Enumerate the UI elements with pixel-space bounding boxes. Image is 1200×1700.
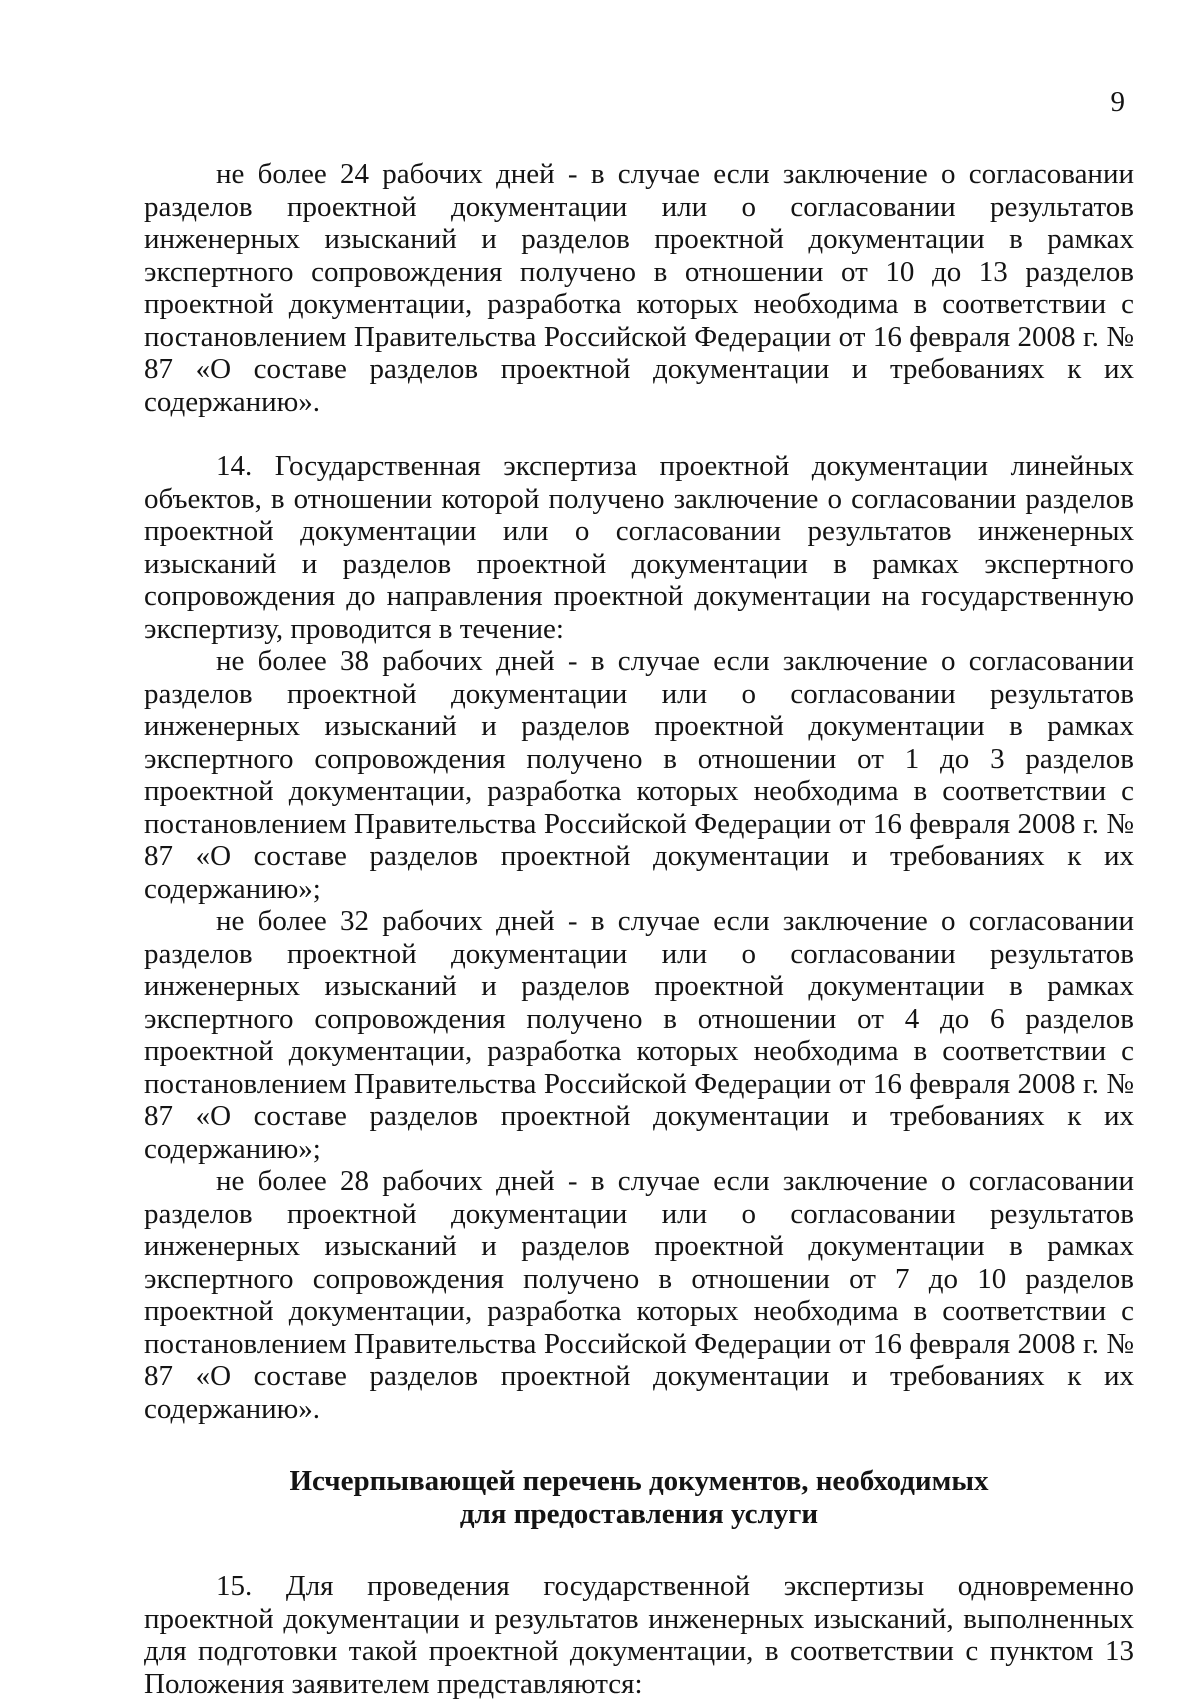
section-gap <box>144 1530 1134 1570</box>
paragraph-32-days: не более 32 рабочих дней - в случае если заключение о согласовании разделов проектной документации или о согласовании результатов инженерных изысканий и разделов проектной документации в рамках экспертного сопровождения получено в отношении от 4 до 6 разделов проектной документации, разработка которых необходима в соответствии с постановлением Правительства Российской Федерации от 16 февраля 2008 г. № 87 «О составе разделов проектной документации и требованиях к их содержанию»; <box>144 905 1134 1165</box>
paragraph-item-15: 15. Для проведения государственной экспертизы одновременно проектной документации и результатов инженерных изысканий, выполненных для подготовки такой проектной документации, в соответствии с пунктом 13 Положения заявителем представляются: <box>144 1570 1134 1700</box>
section-gap <box>144 1425 1134 1465</box>
page-number: 9 <box>1110 86 1125 118</box>
paragraph-24-days: не более 24 рабочих дней - в случае если заключение о согласовании разделов проектной документации или о согласовании результатов инженерных изысканий и разделов проектной документации в рамках экспертного сопровождения получено в отношении от 10 до 13 разделов проектной документации, разработка которых необходима в соответствии с постановлением Правительства Российской Федерации от 16 февраля 2008 г. № 87 «О составе разделов проектной документации и требованиях к их содержанию». <box>144 158 1134 418</box>
section-heading-line-1: Исчерпывающей перечень документов, необходимых <box>289 1465 989 1497</box>
paragraph-38-days: не более 38 рабочих дней - в случае если заключение о согласовании разделов проектной документации или о согласовании результатов инженерных изысканий и разделов проектной документации в рамках экспертного сопровождения получено в отношении от 1 до 3 разделов проектной документации, разработка которых необходима в соответствии с постановлением Правительства Российской Федерации от 16 февраля 2008 г. № 87 «О составе разделов проектной документации и требованиях к их содержанию»; <box>144 645 1134 905</box>
document-body <box>144 158 1134 1700</box>
section-heading-line-2: для предоставления услуги <box>459 1497 819 1530</box>
paragraph-item-14: 14. Государственная экспертиза проектной документации линейных объектов, в отношении которой получено заключение о согласовании разделов проектной документации или о согласовании результатов инженерных изысканий и разделов проектной документации в рамках экспертного сопровождения до направления проектной документации на государственную экспертизу, проводится в течение: <box>144 450 1134 645</box>
paragraph-gap <box>144 418 1134 450</box>
section-heading <box>144 1465 1134 1530</box>
paragraph-28-days: не более 28 рабочих дней - в случае если заключение о согласовании разделов проектной документации или о согласовании результатов инженерных изысканий и разделов проектной документации в рамках экспертного сопровождения получено в отношении от 7 до 10 разделов проектной документации, разработка которых необходима в соответствии с постановлением Правительства Российской Федерации от 16 февраля 2008 г. № 87 «О составе разделов проектной документации и требованиях к их содержанию». <box>144 1165 1134 1425</box>
